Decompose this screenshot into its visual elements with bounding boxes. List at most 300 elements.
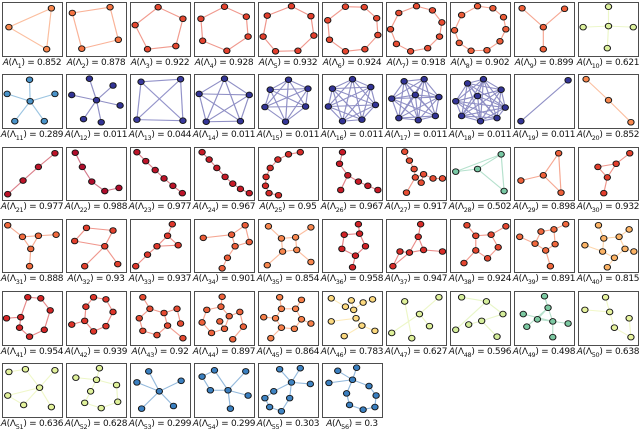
graph-edge	[96, 100, 101, 122]
graph-node	[374, 32, 380, 38]
graph-node	[153, 243, 159, 249]
graph-node	[612, 161, 618, 167]
graph-node	[582, 77, 588, 83]
graph-node	[5, 24, 11, 30]
subplot-label-43: $A(\Lambda_{43}) = 0.92$	[131, 346, 189, 359]
graph-node	[359, 300, 365, 306]
graph-node	[334, 368, 340, 374]
graph-node	[172, 43, 178, 49]
graph-node	[90, 329, 96, 335]
graph-edge	[608, 100, 630, 122]
graph-node	[542, 248, 548, 254]
graph-canvas-41	[2, 291, 63, 346]
graph-node	[160, 175, 166, 181]
graph-node	[102, 323, 108, 329]
graph-canvas-34	[194, 219, 255, 274]
graph-node	[98, 120, 104, 126]
graph-edge	[224, 79, 240, 122]
graph-node	[83, 225, 89, 231]
graph-node	[531, 241, 537, 247]
graph-node	[595, 222, 601, 228]
graph-node	[285, 151, 291, 157]
subplot-label-28: $A(\Lambda_{28}) = 0.502$	[448, 202, 512, 214]
subplot-50	[576, 289, 640, 361]
graph-node	[278, 235, 284, 241]
subplot-label-5: $A(\Lambda_5) = 0.932$	[258, 57, 318, 70]
graph-edge	[8, 27, 46, 49]
subplot-label-50: $A(\Lambda_{50}) = 0.638$	[576, 346, 640, 359]
graph-node	[435, 95, 441, 101]
graph-node	[229, 337, 235, 343]
subplot-22	[64, 145, 128, 217]
graph-node	[478, 318, 484, 324]
graph-node	[350, 307, 356, 313]
graph-canvas-11	[2, 74, 63, 129]
subplot-48	[448, 289, 512, 361]
graph-edge	[8, 8, 50, 27]
subplot-2	[64, 0, 128, 72]
subplot-label-9: $A(\Lambda_9) = 0.899$	[514, 57, 574, 70]
subplot-26	[320, 145, 384, 217]
graph-node	[267, 87, 273, 93]
graph-node	[562, 221, 568, 227]
graph-edge	[240, 95, 249, 121]
graph-edge	[543, 9, 564, 27]
graph-node	[396, 249, 402, 255]
graph-edge	[224, 79, 249, 95]
graph-edge	[477, 169, 504, 191]
graph-node	[452, 99, 458, 105]
subplot-1	[0, 0, 64, 72]
graph-node	[78, 46, 84, 52]
graph-node	[177, 378, 183, 384]
graph-node	[114, 261, 120, 267]
subplot-31	[0, 217, 64, 289]
graph-node	[438, 20, 444, 26]
subplot-5	[256, 0, 320, 72]
graph-edge	[543, 175, 561, 192]
subplot-42	[64, 289, 128, 361]
graph-node	[463, 222, 469, 228]
graph-node	[564, 321, 570, 327]
graph-node	[48, 405, 54, 411]
graph-node	[136, 316, 142, 322]
graph-node	[102, 297, 108, 303]
subplot-label-34: $A(\Lambda_{34}) = 0.901$	[192, 274, 256, 287]
graph-node	[581, 307, 587, 313]
graph-canvas-1	[2, 2, 63, 57]
graph-node	[537, 229, 543, 235]
graph-node	[534, 317, 540, 323]
subplot-55	[256, 361, 320, 433]
graph-node	[410, 166, 416, 172]
subplot-label-3: $A(\Lambda_3) = 0.922$	[130, 57, 190, 70]
graph-edge	[228, 372, 246, 391]
graph-node	[101, 188, 107, 194]
graph-edge	[520, 81, 567, 122]
graph-node	[264, 262, 270, 268]
graph-node	[198, 374, 204, 380]
graph-edge	[214, 371, 228, 391]
graph-node	[276, 295, 282, 301]
graph-node	[133, 380, 139, 386]
graph-node	[406, 157, 412, 163]
graph-node	[86, 76, 92, 82]
graph-edge	[328, 105, 375, 107]
graph-edge	[14, 102, 29, 122]
subplot-label-13: $A(\Lambda_{13}) = 0.044$	[128, 129, 192, 142]
graph-node	[20, 403, 26, 409]
graph-canvas-29	[514, 147, 575, 202]
graph-edge	[180, 79, 182, 120]
graph-node	[160, 310, 166, 316]
graph-node	[203, 307, 209, 313]
graph-canvas-17	[386, 74, 447, 129]
graph-node	[342, 304, 348, 310]
subplot-label-22: $A(\Lambda_{22}) = 0.988$	[64, 202, 128, 214]
graph-node	[80, 117, 86, 123]
graph-edge	[607, 26, 608, 48]
graph-node	[493, 334, 499, 340]
graph-node	[262, 174, 268, 180]
graph-node	[307, 321, 313, 327]
graph-edge	[331, 318, 356, 321]
subplot-label-6: $A(\Lambda_6) = 0.924$	[322, 57, 382, 70]
graph-node	[418, 179, 424, 185]
graph-node	[497, 151, 503, 157]
subplot-label-56: $A(\Lambda_{56}) = 0.3$	[326, 418, 378, 431]
graph-node	[144, 252, 150, 258]
graph-node	[262, 183, 268, 189]
graph-node	[307, 224, 313, 230]
graph-node	[101, 243, 107, 249]
graph-node	[540, 46, 546, 52]
graph-canvas-6	[322, 2, 383, 57]
graph-edge	[200, 7, 224, 19]
subplot-label-32: $A(\Lambda_{32}) = 0.93$	[67, 274, 125, 287]
graph-node	[365, 384, 371, 390]
graph-node	[627, 120, 633, 126]
graph-node	[472, 248, 478, 254]
graph-canvas-52	[66, 363, 127, 418]
subplot-18	[448, 72, 512, 144]
graph-node	[152, 167, 158, 173]
graph-node	[495, 244, 501, 250]
graph-node	[342, 4, 348, 10]
graph-node	[68, 322, 74, 328]
graph-edge	[584, 310, 609, 312]
graph-edge	[141, 392, 159, 409]
graph-node	[561, 6, 567, 12]
graph-canvas-10	[578, 2, 639, 57]
subplot-24	[192, 145, 256, 217]
subplot-56	[320, 361, 384, 433]
graph-node	[285, 77, 291, 83]
subplot-8	[448, 0, 512, 72]
graph-node	[274, 156, 280, 162]
graph-node	[361, 46, 367, 52]
graph-node	[599, 249, 605, 255]
graph-node	[52, 232, 58, 238]
graph-node	[374, 187, 380, 193]
subplot-20	[576, 72, 640, 144]
graph-node	[412, 174, 418, 180]
subplot-label-49: $A(\Lambda_{49}) = 0.498$	[512, 346, 576, 359]
graph-edge	[285, 107, 305, 122]
graph-edge	[39, 388, 51, 407]
graph-node	[298, 317, 304, 323]
graph-canvas-43	[130, 291, 191, 346]
graph-node	[72, 149, 78, 155]
graph-edge	[71, 95, 96, 100]
subplot-13	[128, 72, 192, 144]
graph-node	[236, 309, 242, 315]
graph-node	[221, 326, 227, 332]
graph-node	[497, 87, 503, 93]
subplot-39	[512, 217, 576, 289]
graph-edge	[175, 19, 182, 46]
graph-edge	[86, 228, 113, 231]
graph-node	[228, 232, 234, 238]
graph-node	[113, 383, 119, 389]
graph-node	[211, 368, 217, 374]
subplot-25	[256, 145, 320, 217]
graph-node	[227, 406, 233, 412]
subplot-label-26: $A(\Lambda_{26}) = 0.967$	[320, 202, 384, 214]
graph-canvas-26	[322, 147, 383, 202]
graph-node	[205, 156, 211, 162]
graph-node	[267, 336, 273, 342]
graph-node	[579, 24, 585, 30]
graph-node	[416, 311, 422, 317]
graph-edge	[30, 102, 44, 122]
graph-node	[400, 79, 406, 85]
graph-node	[27, 246, 33, 252]
graph-edge	[136, 120, 182, 121]
graph-canvas-7	[386, 2, 447, 57]
graph-node	[474, 166, 480, 172]
graph-canvas-48	[450, 291, 511, 346]
graph-node	[496, 38, 502, 44]
graph-node	[413, 3, 419, 9]
graph-node	[169, 183, 175, 189]
subplot-37	[384, 217, 448, 289]
graph-edge	[7, 388, 39, 396]
graph-node	[420, 77, 426, 83]
graph-node	[387, 26, 393, 32]
graph-edge	[608, 26, 633, 27]
graph-node	[237, 186, 243, 192]
subplot-43	[128, 289, 192, 361]
graph-canvas-15	[258, 74, 319, 129]
graph-node	[341, 333, 347, 339]
graph-node	[328, 319, 334, 325]
graph-node	[630, 24, 636, 30]
graph-node	[483, 47, 489, 53]
graph-node	[338, 246, 344, 252]
graph-node	[292, 306, 298, 312]
subplot-32	[64, 217, 128, 289]
graph-node	[472, 233, 478, 239]
graph-node	[35, 233, 41, 239]
graph-edge	[72, 7, 110, 13]
subplot-40	[576, 217, 640, 289]
graph-node	[325, 104, 331, 110]
graph-node	[358, 117, 364, 123]
graph-node	[339, 149, 345, 155]
subplot-label-53: $A(\Lambda_{53}) = 0.299$	[128, 418, 192, 431]
subplot-label-21: $A(\Lambda_{21}) = 0.977$	[0, 202, 64, 214]
graph-node	[224, 388, 230, 394]
graph-node	[87, 389, 93, 395]
graph-canvas-23	[130, 147, 191, 202]
graph-node	[540, 172, 546, 178]
graph-node	[389, 263, 395, 269]
graph-edge	[25, 370, 39, 388]
subplot-label-40: $A(\Lambda_{40}) = 0.815$	[576, 274, 640, 287]
graph-edge	[332, 89, 375, 105]
graph-node	[304, 86, 310, 92]
graph-node	[96, 366, 102, 372]
subplot-23	[128, 145, 192, 217]
graph-edge	[285, 80, 288, 122]
graph-edge	[148, 372, 159, 392]
subplot-label-16: $A(\Lambda_{16}) = 0.011$	[320, 129, 384, 142]
subplot-44	[192, 289, 256, 361]
graph-node	[98, 406, 104, 412]
graph-node	[41, 327, 47, 333]
graph-node	[369, 297, 375, 303]
graph-edge	[83, 100, 96, 119]
graph-edge	[199, 94, 249, 95]
graph-edge	[226, 37, 247, 51]
graph-node	[600, 235, 606, 241]
graph-node	[348, 298, 354, 304]
graph-node	[139, 328, 145, 334]
graph-canvas-45	[258, 291, 319, 346]
subplot-label-47: $A(\Lambda_{47}) = 0.627$	[384, 346, 448, 359]
graph-node	[337, 187, 343, 193]
graph-node	[288, 380, 294, 386]
subplot-33	[128, 217, 192, 289]
graph-node	[72, 375, 78, 381]
graph-node	[164, 323, 170, 329]
graph-edge	[81, 40, 118, 49]
graph-node	[547, 263, 553, 269]
graph-canvas-47	[386, 291, 447, 346]
subplot-52	[64, 361, 128, 433]
graph-node	[90, 295, 96, 301]
graph-node	[627, 335, 633, 341]
graph-node	[93, 377, 99, 383]
graph-node	[484, 255, 490, 261]
subplot-label-45: $A(\Lambda_{45}) = 0.864$	[256, 346, 320, 359]
graph-edge	[206, 95, 249, 122]
graph-canvas-9	[514, 2, 575, 57]
subplot-label-25: $A(\Lambda_{25}) = 0.95$	[259, 202, 317, 214]
subplot-label-23: $A(\Lambda_{23}) = 0.977$	[128, 202, 192, 214]
graph-node	[11, 119, 17, 125]
graph-edge	[522, 8, 543, 27]
subplot-label-39: $A(\Lambda_{39}) = 0.891$	[512, 274, 576, 287]
graph-canvas-39	[514, 219, 575, 274]
subplot-49	[512, 289, 576, 361]
graph-node	[3, 316, 9, 322]
graph-node	[26, 77, 32, 83]
graph-canvas-8	[450, 2, 511, 57]
graph-node	[393, 41, 399, 47]
graph-edge	[30, 94, 55, 101]
graph-node	[328, 296, 334, 302]
graph-node	[179, 118, 185, 124]
subplot-label-41: $A(\Lambda_{41}) = 0.954$	[0, 346, 64, 359]
subplot-label-27: $A(\Lambda_{27}) = 0.917$	[384, 202, 448, 214]
graph-edge	[136, 82, 140, 120]
graph-node	[93, 98, 99, 104]
graph-edge	[391, 314, 419, 333]
graph-node	[294, 48, 300, 54]
graph-node	[307, 13, 313, 19]
graph-node	[199, 38, 205, 44]
subplot-19	[512, 72, 576, 144]
graph-node	[474, 3, 480, 9]
graph-node	[436, 34, 442, 40]
graph-node	[367, 85, 373, 91]
graph-canvas-4	[194, 2, 255, 57]
subplot-label-48: $A(\Lambda_{48}) = 0.596$	[448, 346, 512, 359]
subplot-6	[320, 0, 384, 72]
graph-node	[371, 328, 377, 334]
graph-node	[224, 255, 230, 261]
graph-node	[51, 150, 57, 156]
graph-node	[154, 4, 160, 10]
graph-node	[81, 400, 87, 406]
graph-node	[395, 10, 401, 16]
graph-node	[4, 222, 10, 228]
graph-node	[415, 234, 421, 240]
graph-node	[395, 116, 401, 122]
graph-canvas-32	[66, 219, 127, 274]
graph-node	[372, 393, 378, 399]
graph-edge	[46, 8, 51, 49]
graph-node	[541, 294, 547, 300]
graph-node	[51, 91, 57, 97]
graph-canvas-25	[258, 147, 319, 202]
graph-node	[540, 24, 546, 30]
graph-node	[47, 308, 53, 314]
graph-node	[346, 403, 352, 409]
subplot-27	[384, 145, 448, 217]
graph-node	[82, 304, 88, 310]
graph-edge	[141, 82, 183, 121]
graph-node	[371, 405, 377, 411]
graph-canvas-44	[194, 291, 255, 346]
graph-node	[606, 309, 612, 315]
graph-node	[221, 76, 227, 82]
graph-edge	[84, 246, 104, 266]
graph-node	[343, 391, 349, 397]
graph-node	[198, 320, 204, 326]
graph-node	[208, 330, 214, 336]
subplot-45	[256, 289, 320, 361]
graph-node	[435, 295, 441, 301]
graph-node	[244, 34, 250, 40]
graph-canvas-28	[450, 147, 511, 202]
graph-node	[452, 168, 458, 174]
graph-node	[3, 91, 9, 97]
graph-canvas-19	[514, 74, 575, 129]
graph-node	[213, 165, 219, 171]
